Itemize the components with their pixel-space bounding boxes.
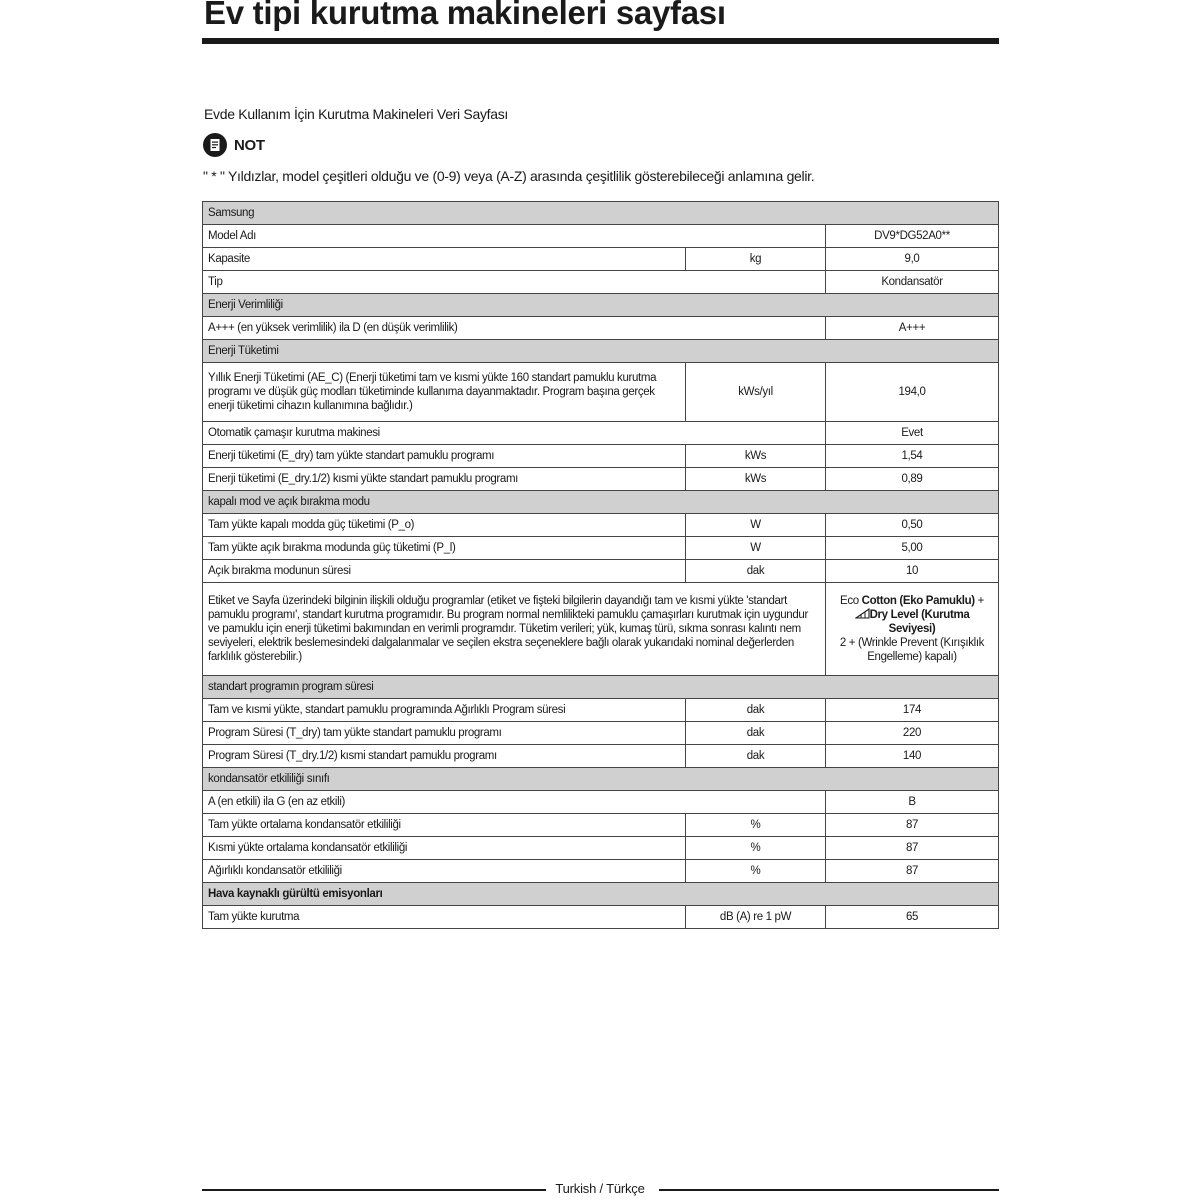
table-row — [203, 491, 999, 514]
table-row — [203, 202, 999, 225]
po-value: 0,50 — [826, 514, 999, 537]
program-plus: + — [974, 595, 984, 607]
weighted-time-label: Tam ve kısmi yükte, standart pamuklu programında Ağırlıklı Program süresi — [203, 699, 686, 722]
capacity-label: Kapasite — [203, 248, 686, 271]
weighted-time-unit: dak — [686, 699, 826, 722]
edry-half-label: Enerji tüketimi (E_dry.1/2) kısmi yükte standart pamuklu programı — [203, 468, 686, 491]
capacity-unit: kg — [686, 248, 826, 271]
program-line-4: Engelleme) kapalı) — [867, 651, 957, 663]
table-row — [203, 248, 999, 271]
programs-label: Etiket ve Sayfa üzerindeki bilginin ilişkili olduğu programlar (etiket ve fişteki bilgilerin dayandığı tam ve kısmi yükte 'standart pamuklu programı', standart kurutma programıdır. Bu program normal nemlilikteki pamuklu çamaşırları kurutmak için uygundur ve pamuklu için enerji tüketimi bakımından en verimli programdır. Tüketim verileri; yük, kumaş türü, sıkma sonrası kalıntı nem seviyeleri, elektrik beslemesindeki dalgalanmalar ve seçilen ekstra seçeneklere bağlı olarak yukarıdaki nominal değerlerden farklılık gösterebilir.) — [203, 583, 826, 676]
model-value: DV9*DG52A0** — [826, 225, 999, 248]
tdry-value: 220 — [826, 722, 999, 745]
section-header: Enerji Tüketimi — [203, 340, 999, 363]
annual-consumption-label: Yıllık Enerji Tüketimi (AE_C) (Enerji tüketimi tam ve kısmi yükte 160 standart pamuklu kurutma programı ve düşük güç modları tüketiminde kullanıma dayanmaktadır. Program başına gerçek enerji tüketimi cihazın kullanımına bağlıdır.) — [203, 363, 686, 422]
program-line-3: 2 + (Wrinkle Prevent (Kırışıklık — [839, 637, 985, 649]
type-label: Tip — [203, 271, 826, 294]
cond-half-value: 87 — [826, 837, 999, 860]
table-row — [203, 271, 999, 294]
table-row — [203, 722, 999, 745]
table-row — [203, 883, 999, 906]
efficiency-value: A+++ — [826, 317, 999, 340]
table-row — [203, 583, 999, 676]
note-heading — [203, 133, 265, 157]
table-row — [203, 814, 999, 837]
edry-label: Enerji tüketimi (E_dry) tam yükte standart pamuklu programı — [203, 445, 686, 468]
table-row — [203, 745, 999, 768]
cond-full-value: 87 — [826, 814, 999, 837]
auto-dryer-value: Evet — [826, 422, 999, 445]
footer-language: Turkish / Türkçe — [555, 1181, 645, 1196]
cond-half-unit: % — [686, 837, 826, 860]
table-row — [203, 560, 999, 583]
cond-class-value: B — [826, 791, 999, 814]
table-row — [203, 837, 999, 860]
note-label: NOT — [234, 136, 265, 154]
po-unit: W — [686, 514, 826, 537]
duration-label: Açık bırakma modunun süresi — [203, 560, 686, 583]
table-row — [203, 445, 999, 468]
table-row — [203, 699, 999, 722]
brand-header: Samsung — [203, 202, 999, 225]
model-label: Model Adı — [203, 225, 826, 248]
efficiency-label: A+++ (en yüksek verimlilik) ila D (en düşük verimlilik) — [203, 317, 826, 340]
footer-rule-right — [659, 1189, 999, 1191]
weighted-time-value: 174 — [826, 699, 999, 722]
noise-label: Tam yükte kurutma — [203, 906, 686, 929]
table-row — [203, 363, 999, 422]
dry-level-icon — [855, 609, 870, 621]
table-row — [203, 225, 999, 248]
section-header: standart programın program süresi — [203, 676, 999, 699]
program-eco-prefix: Eco — [840, 595, 862, 607]
type-value: Kondansatör — [826, 271, 999, 294]
table-row — [203, 791, 999, 814]
table-row — [203, 906, 999, 929]
capacity-value: 9,0 — [826, 248, 999, 271]
page-title: Ev tipi kurutma makineleri sayfası — [204, 0, 726, 31]
annual-consumption-value: 194,0 — [826, 363, 999, 422]
section-header: Enerji Verimliliği — [203, 294, 999, 317]
table-row — [203, 676, 999, 699]
noise-value: 65 — [826, 906, 999, 929]
edry-half-unit: kWs — [686, 468, 826, 491]
noise-unit: dB (A) re 1 pW — [686, 906, 826, 929]
table-row — [203, 514, 999, 537]
cond-half-label: Kısmi yükte ortalama kondansatör etkililiği — [203, 837, 686, 860]
table-row — [203, 294, 999, 317]
title-rule — [202, 38, 999, 44]
cond-full-unit: % — [686, 814, 826, 837]
cond-weighted-label: Ağırlıklı kondansatör etkililiği — [203, 860, 686, 883]
tdry-half-value: 140 — [826, 745, 999, 768]
section-header: kondansatör etkililiği sınıfı — [203, 768, 999, 791]
section-header: kapalı mod ve açık bırakma modu — [203, 491, 999, 514]
auto-dryer-label: Otomatik çamaşır kurutma makinesi — [203, 422, 826, 445]
po-label: Tam yükte kapalı modda güç tüketimi (P_o) — [203, 514, 686, 537]
spec-table — [202, 201, 999, 929]
cond-full-label: Tam yükte ortalama kondansatör etkililiği — [203, 814, 686, 837]
pl-unit: W — [686, 537, 826, 560]
tdry-label: Program Süresi (T_dry) tam yükte standart pamuklu programı — [203, 722, 686, 745]
table-row — [203, 317, 999, 340]
program-eco-name: Cotton (Eko Pamuklu) — [861, 595, 975, 607]
edry-half-value: 0,89 — [826, 468, 999, 491]
section-header: Hava kaynaklı gürültü emisyonları — [203, 883, 999, 906]
tdry-unit: dak — [686, 722, 826, 745]
subtitle: Evde Kullanım İçin Kurutma Makineleri Veri Sayfası — [204, 106, 509, 122]
tdry-half-label: Program Süresi (T_dry.1/2) kısmi standart pamuklu programı — [203, 745, 686, 768]
table-row — [203, 768, 999, 791]
table-row — [203, 340, 999, 363]
table-row — [203, 468, 999, 491]
table-row — [203, 422, 999, 445]
cond-class-label: A (en etkili) ila G (en az etkili) — [203, 791, 826, 814]
note-text: " * " Yıldızlar, model çeşitleri olduğu ve (0-9) veya (A-Z) arasında çeşitlilik gösterebileceği anlamına gelir. — [203, 168, 815, 184]
footer-rule-left — [202, 1189, 546, 1191]
cond-weighted-value: 87 — [826, 860, 999, 883]
duration-unit: dak — [686, 560, 826, 583]
note-icon — [203, 133, 227, 157]
cond-weighted-unit: % — [686, 860, 826, 883]
programs-value — [826, 583, 999, 676]
edry-value: 1,54 — [826, 445, 999, 468]
tdry-half-unit: dak — [686, 745, 826, 768]
program-dry-level-name: Dry Level (Kurutma Seviyesi) — [869, 609, 970, 635]
table-row — [203, 537, 999, 560]
pl-value: 5,00 — [826, 537, 999, 560]
edry-unit: kWs — [686, 445, 826, 468]
annual-consumption-unit: kWs/yıl — [686, 363, 826, 422]
duration-value: 10 — [826, 560, 999, 583]
table-row — [203, 860, 999, 883]
pl-label: Tam yükte açık bırakma modunda güç tüketimi (P_l) — [203, 537, 686, 560]
